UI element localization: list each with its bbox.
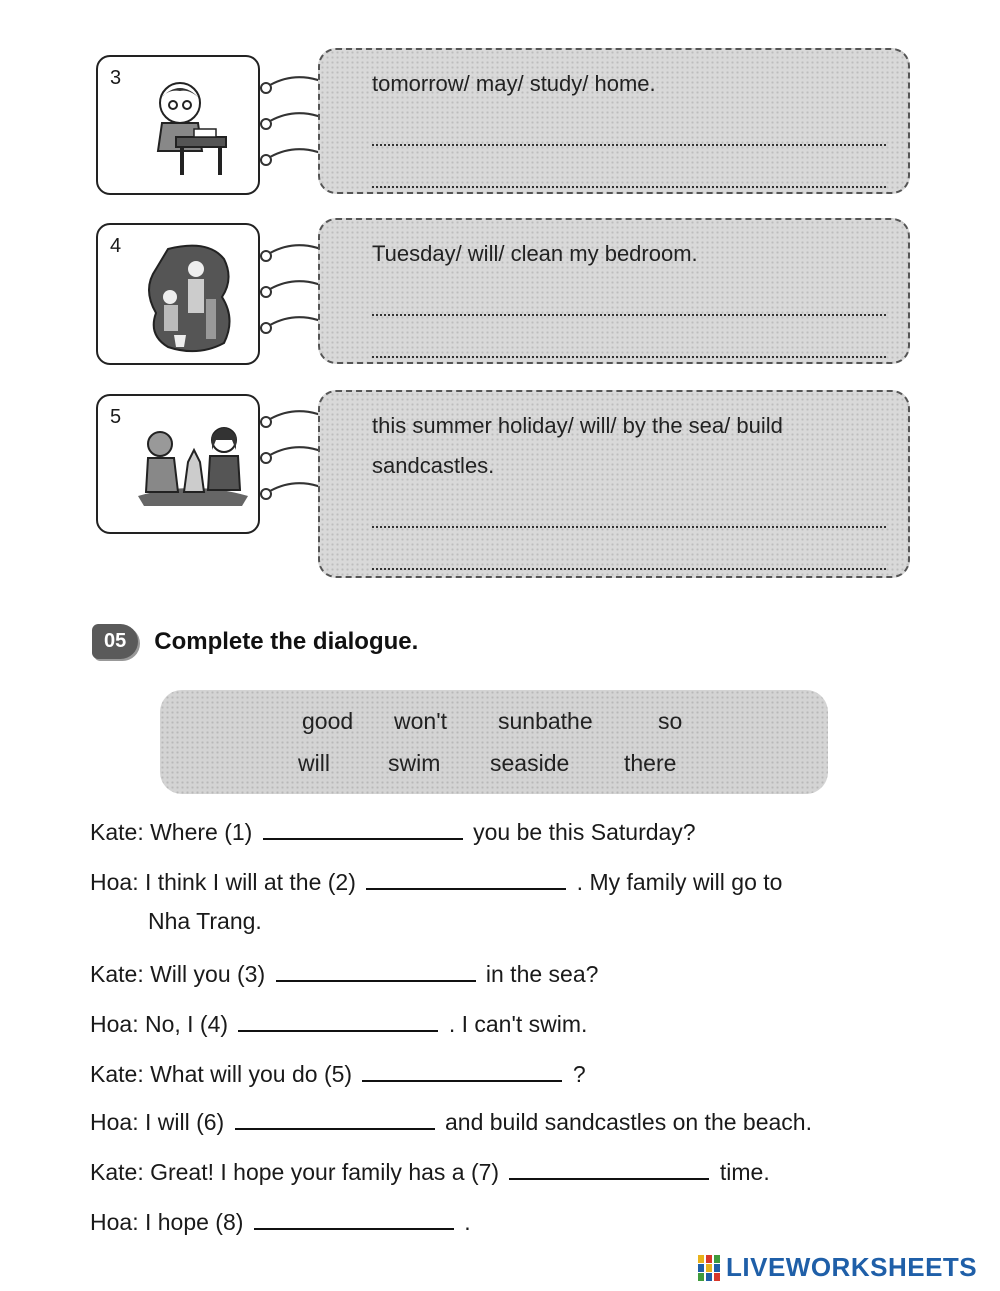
boy-studying-icon	[138, 71, 238, 181]
word-bank-item: seaside	[490, 750, 570, 776]
exercise-number: 5	[110, 406, 122, 428]
answer-line[interactable]	[372, 274, 886, 316]
word-bank-item: will	[298, 750, 330, 776]
liveworksheets-logo-icon	[698, 1255, 720, 1281]
dialogue-text: .	[464, 1209, 471, 1235]
exercise-number: 4	[110, 235, 122, 257]
sandcastle-icon	[138, 410, 248, 510]
exercise-note-4	[318, 218, 910, 364]
dialogue-text: ?	[572, 1061, 586, 1087]
word-bank-item: good	[302, 708, 354, 734]
dialogue-text: Kate: Great! I hope your family has a (7)	[90, 1159, 500, 1185]
dialogue-text: you be this Saturday?	[473, 819, 696, 845]
exercise-note-3	[318, 48, 910, 194]
blank-5[interactable]	[362, 1058, 562, 1082]
dialogue-line-1	[90, 816, 696, 846]
brand-name: LIVEWORKSHEETS	[726, 1252, 978, 1282]
section-badge: 05	[92, 624, 138, 659]
word-bank-item: sunbathe	[498, 708, 593, 734]
exercise-note-5	[318, 390, 910, 578]
blank-7[interactable]	[509, 1156, 709, 1180]
exercise-card-3	[96, 55, 260, 195]
liveworksheets-branding[interactable]	[698, 1252, 977, 1283]
section-title: Complete the dialogue.	[154, 627, 419, 655]
answer-line[interactable]	[372, 486, 886, 528]
dialogue-text: Hoa: I hope (8)	[90, 1209, 244, 1235]
dialogue-text: time.	[719, 1159, 770, 1185]
answer-line[interactable]	[372, 316, 886, 358]
exercise-card-5	[96, 394, 260, 534]
blank-6[interactable]	[235, 1106, 435, 1130]
dialogue-line-6	[90, 1106, 812, 1136]
dialogue-text: and build sandcastles on the beach.	[444, 1109, 812, 1135]
word-bank-item: so	[658, 708, 683, 734]
dialogue-text: Hoa: I think I will at the (2)	[90, 869, 356, 895]
word-bank-item: swim	[388, 750, 441, 776]
word-bank-item: there	[624, 750, 677, 776]
cleaning-room-icon	[138, 239, 238, 357]
dialogue-text: Kate: Where (1)	[90, 819, 253, 845]
dialogue-text: Hoa: I will (6)	[90, 1109, 225, 1135]
answer-line[interactable]	[372, 146, 886, 188]
word-bank	[160, 690, 828, 794]
dialogue-text: . I can't swim.	[448, 1011, 588, 1037]
blank-3[interactable]	[276, 958, 476, 982]
blank-4[interactable]	[238, 1008, 438, 1032]
dialogue-text: in the sea?	[485, 961, 599, 987]
dialogue-text: Kate: Will you (3)	[90, 961, 266, 987]
answer-line[interactable]	[372, 104, 886, 146]
word-bank-item: won't	[394, 708, 447, 734]
exercise-number: 3	[110, 67, 122, 89]
exercise-prompt: this summer holiday/ will/ by the sea/ build sandcastles.	[372, 413, 783, 478]
dialogue-text: Nha Trang.	[148, 908, 262, 934]
blank-1[interactable]	[263, 816, 463, 840]
blank-8[interactable]	[254, 1206, 454, 1230]
dialogue-text: Hoa: No, I (4)	[90, 1011, 229, 1037]
dialogue-line-8	[90, 1206, 471, 1236]
dialogue-line-4	[90, 1008, 587, 1038]
dialogue-line-5	[90, 1058, 586, 1088]
dialogue-text: Kate: What will you do (5)	[90, 1061, 353, 1087]
exercise-prompt: tomorrow/ may/ study/ home.	[372, 71, 656, 96]
dialogue-line-2-cont	[148, 908, 262, 935]
dialogue-line-2	[90, 866, 782, 896]
section-heading	[92, 624, 418, 659]
dialogue-line-7	[90, 1156, 770, 1186]
dialogue-line-3	[90, 958, 598, 988]
answer-line[interactable]	[372, 528, 886, 570]
exercise-prompt: Tuesday/ will/ clean my bedroom.	[372, 241, 698, 266]
dialogue-text: . My family will go to	[576, 869, 783, 895]
exercise-card-4	[96, 223, 260, 365]
blank-2[interactable]	[366, 866, 566, 890]
